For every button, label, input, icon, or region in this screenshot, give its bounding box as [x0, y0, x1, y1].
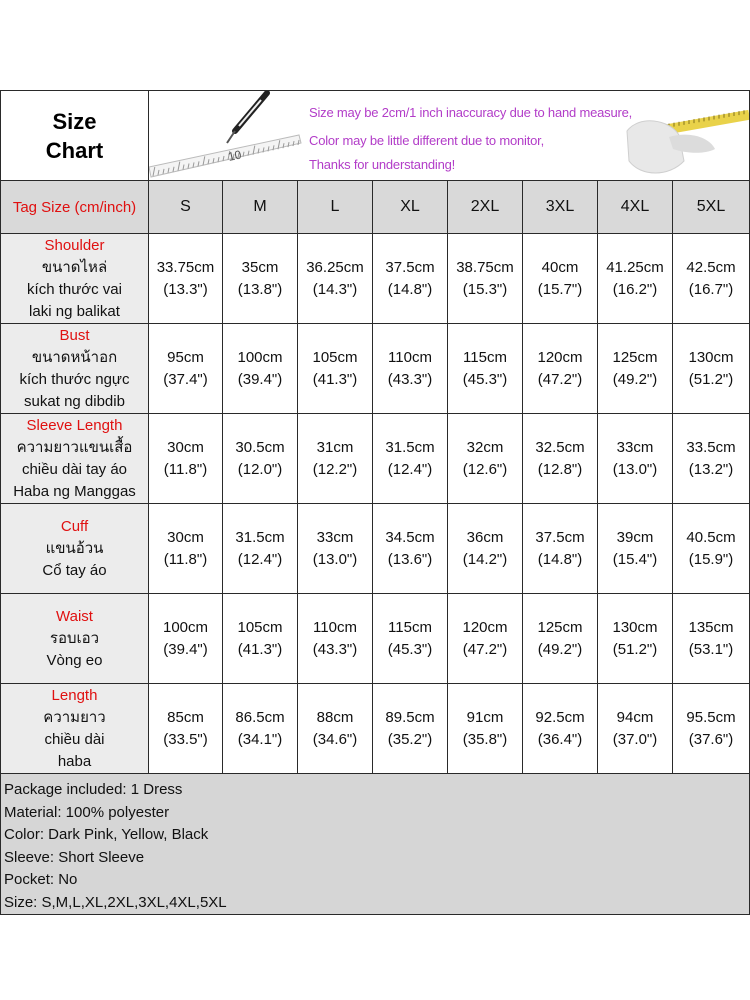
value-inch: (12.6") — [462, 460, 508, 478]
measure-cell — [598, 684, 673, 774]
value-cm: 91cm — [466, 708, 504, 726]
value-cm: 42.5cm — [686, 258, 736, 276]
measure-title: Shoulder — [44, 236, 105, 254]
measure-title: Length — [51, 686, 98, 704]
measure-cell — [223, 684, 298, 774]
value-cm: 31cm — [316, 438, 354, 456]
product-info-line: Sleeve: Short Sleeve — [4, 848, 145, 866]
measure-translation: ขนาดไหล่ — [41, 258, 108, 276]
value-cm: 92.5cm — [535, 708, 585, 726]
measure-cell — [223, 504, 298, 594]
value-inch: (43.3") — [312, 640, 358, 658]
value-inch: (51.2") — [688, 370, 734, 388]
value-cm: 40.5cm — [686, 528, 736, 546]
size-header-s: S — [149, 181, 223, 234]
value-cm: 32cm — [466, 438, 504, 456]
measure-cell — [373, 594, 448, 684]
measure-label-cuff — [1, 504, 149, 594]
value-inch: (39.4") — [163, 640, 208, 658]
value-inch: (37.4") — [163, 370, 208, 388]
measure-cell — [298, 684, 373, 774]
measure-cell — [598, 414, 673, 504]
value-inch: (12.2") — [312, 460, 358, 478]
value-cm: 120cm — [537, 348, 583, 366]
value-cm: 130cm — [612, 618, 658, 636]
measure-cell — [448, 594, 523, 684]
measure-translation: chiều dài — [44, 730, 105, 748]
measure-cell — [373, 414, 448, 504]
measure-cell — [598, 504, 673, 594]
value-cm: 37.5cm — [535, 528, 585, 546]
value-inch: (12.4") — [387, 460, 433, 478]
measure-cell — [149, 324, 223, 414]
value-inch: (13.2") — [688, 460, 734, 478]
measure-cell — [223, 324, 298, 414]
value-cm: 37.5cm — [385, 258, 435, 276]
measure-cell — [448, 234, 523, 324]
measure-translation: laki ng balikat — [29, 302, 120, 320]
value-cm: 32.5cm — [535, 438, 585, 456]
value-inch: (13.3") — [163, 280, 208, 298]
value-inch: (35.2") — [387, 730, 433, 748]
value-inch: (35.8") — [462, 730, 508, 748]
value-inch: (51.2") — [612, 640, 658, 658]
measure-cell — [598, 234, 673, 324]
measure-cell — [373, 324, 448, 414]
size-chart-table — [0, 90, 750, 915]
measure-cell — [223, 234, 298, 324]
measure-cell — [523, 504, 598, 594]
measure-cell — [373, 684, 448, 774]
ruler-icon — [149, 135, 301, 177]
value-cm: 30.5cm — [235, 438, 285, 456]
measure-label-sleeve-length — [1, 414, 149, 504]
value-inch: (15.4") — [612, 550, 658, 568]
value-cm: 100cm — [237, 348, 283, 366]
measure-title: Sleeve Length — [26, 416, 123, 434]
measure-cell — [223, 594, 298, 684]
value-inch: (47.2") — [462, 640, 508, 658]
size-header-l: L — [298, 181, 373, 234]
value-cm: 40cm — [541, 258, 579, 276]
measure-row-waist — [1, 594, 750, 684]
value-cm: 95.5cm — [686, 708, 736, 726]
pen-icon — [227, 93, 267, 143]
title-line-1: Size — [52, 108, 97, 134]
ruler-number: 10 — [226, 147, 243, 164]
size-header-4xl: 4XL — [598, 181, 673, 234]
value-inch: (49.2") — [537, 640, 583, 658]
value-cm: 36cm — [466, 528, 504, 546]
measure-translation: haba — [57, 752, 92, 770]
measure-translation: sukat ng dibdib — [24, 392, 125, 410]
measure-translation: ความยาว — [43, 708, 106, 726]
value-inch: (15.9") — [688, 550, 734, 568]
measure-cell — [673, 414, 750, 504]
value-inch: (41.3") — [312, 370, 358, 388]
product-info-line: Pocket: No — [4, 871, 78, 888]
value-cm: 125cm — [537, 618, 583, 636]
measure-cell — [448, 504, 523, 594]
measure-row-cuff — [1, 504, 750, 594]
value-inch: (12.0") — [237, 460, 283, 478]
value-inch: (11.8") — [163, 460, 208, 478]
value-inch: (34.6") — [312, 730, 358, 748]
value-inch: (13.0") — [612, 460, 658, 478]
measure-row-bust — [1, 324, 750, 414]
value-inch: (37.6") — [688, 730, 734, 748]
value-cm: 39cm — [616, 528, 654, 546]
measure-cell — [298, 234, 373, 324]
value-cm: 36.25cm — [306, 258, 364, 276]
measure-label-waist — [1, 594, 149, 684]
value-inch: (36.4") — [537, 730, 583, 748]
measure-cell — [448, 324, 523, 414]
value-cm: 125cm — [612, 348, 658, 366]
value-inch: (13.0") — [312, 550, 358, 568]
measure-translation: แขนอ้วน — [45, 539, 104, 557]
value-inch: (16.7") — [688, 280, 734, 298]
measure-translation: Haba ng Manggas — [13, 482, 136, 500]
measure-cell — [448, 684, 523, 774]
value-cm: 30cm — [167, 528, 204, 546]
value-inch: (39.4") — [237, 370, 283, 388]
measure-translation: Cổ tay áo — [42, 561, 107, 579]
measure-cell — [373, 504, 448, 594]
measure-cell — [298, 594, 373, 684]
value-inch: (12.4") — [237, 550, 283, 568]
title-row — [1, 91, 750, 181]
value-inch: (14.8") — [537, 550, 583, 568]
measure-cell — [298, 414, 373, 504]
measure-cell — [598, 324, 673, 414]
measure-cell — [673, 684, 750, 774]
measure-label-length — [1, 684, 149, 774]
value-inch: (14.8") — [387, 280, 433, 298]
measure-row-length — [1, 684, 750, 774]
value-cm: 85cm — [167, 708, 204, 726]
size-header-2xl: 2XL — [448, 181, 523, 234]
value-cm: 95cm — [167, 348, 204, 366]
value-inch: (15.3") — [462, 280, 508, 298]
measure-cell — [149, 234, 223, 324]
measure-cell — [298, 504, 373, 594]
measure-cell — [523, 684, 598, 774]
measure-cell — [598, 594, 673, 684]
value-inch: (15.7") — [537, 280, 583, 298]
measure-cell — [149, 684, 223, 774]
value-cm: 34.5cm — [385, 528, 435, 546]
value-cm: 110cm — [388, 348, 432, 366]
value-cm: 31.5cm — [235, 528, 285, 546]
value-inch: (45.3") — [462, 370, 508, 388]
value-cm: 33cm — [616, 438, 654, 456]
value-inch: (13.8") — [237, 280, 283, 298]
value-cm: 94cm — [616, 708, 654, 726]
value-inch: (14.3") — [312, 280, 358, 298]
disclaimer-line-1: Size may be 2cm/1 inch inaccuracy due to hand measure, — [309, 105, 633, 120]
title-line-2: Chart — [45, 137, 104, 163]
size-header-row — [1, 181, 750, 234]
product-info-line: Material: 100% polyester — [4, 803, 170, 821]
value-cm: 33.5cm — [686, 438, 736, 456]
size-header-3xl: 3XL — [523, 181, 598, 234]
value-cm: 30cm — [167, 438, 204, 456]
value-inch: (47.2") — [537, 370, 583, 388]
value-inch: (16.2") — [612, 280, 658, 298]
value-cm: 38.75cm — [456, 258, 514, 276]
measure-cell — [448, 414, 523, 504]
measure-cell — [298, 324, 373, 414]
value-inch: (34.1") — [237, 730, 283, 748]
value-cm: 130cm — [688, 348, 734, 366]
value-cm: 135cm — [688, 618, 734, 636]
size-header-m: M — [223, 181, 298, 234]
measure-row-shoulder — [1, 234, 750, 324]
measure-cell — [673, 594, 750, 684]
measure-cell — [149, 414, 223, 504]
value-cm: 33cm — [316, 528, 354, 546]
measure-label-shoulder — [1, 234, 149, 324]
value-inch: (11.8") — [163, 550, 208, 568]
measure-cell — [523, 414, 598, 504]
value-cm: 120cm — [462, 618, 508, 636]
value-inch: (41.3") — [237, 640, 283, 658]
measure-cell — [523, 594, 598, 684]
measure-translation: ขนาดหน้าอก — [31, 348, 118, 366]
size-header-xl: XL — [373, 181, 448, 234]
measure-cell — [673, 324, 750, 414]
size-chart-title — [1, 107, 148, 165]
value-inch: (49.2") — [612, 370, 658, 388]
measure-translation: kích thước vai — [27, 280, 122, 298]
product-info-line: Size: S,M,L,XL,2XL,3XL,4XL,5XL — [4, 893, 227, 911]
disclaimer-banner — [149, 91, 750, 181]
value-cm: 110cm — [313, 618, 357, 636]
value-inch: (37.0") — [612, 730, 658, 748]
measure-title: Bust — [59, 326, 90, 344]
value-cm: 33.75cm — [156, 258, 215, 276]
measure-translation: รอบเอว — [49, 629, 100, 647]
size-header-5xl: 5XL — [673, 181, 750, 234]
measure-cell — [523, 324, 598, 414]
value-cm: 115cm — [463, 348, 507, 366]
measure-translation: kích thước ngực — [19, 370, 130, 388]
value-cm: 105cm — [237, 618, 283, 636]
value-cm: 41.25cm — [606, 258, 664, 276]
measure-cell — [673, 234, 750, 324]
value-cm: 89.5cm — [385, 708, 435, 726]
value-inch: (43.3") — [387, 370, 433, 388]
measure-translation: chiều dài tay áo — [21, 460, 128, 478]
measure-cell — [223, 414, 298, 504]
measure-cell — [149, 504, 223, 594]
product-info — [1, 774, 750, 915]
value-inch: (13.6") — [387, 550, 433, 568]
value-cm: 105cm — [312, 348, 358, 366]
value-inch: (45.3") — [387, 640, 433, 658]
measure-cell — [149, 594, 223, 684]
size-chart-title-cell — [1, 91, 149, 181]
value-cm: 115cm — [388, 618, 432, 636]
disclaimer-line-3: Thanks for understanding! — [309, 157, 456, 172]
measure-title: Waist — [56, 607, 93, 625]
measure-translation: Vòng eo — [46, 651, 103, 669]
value-cm: 88cm — [316, 708, 354, 726]
footer-row — [1, 774, 750, 915]
measure-row-sleeve-length — [1, 414, 750, 504]
value-inch: (14.2") — [462, 550, 508, 568]
measure-label-bust — [1, 324, 149, 414]
measure-cell — [673, 504, 750, 594]
tag-size-label: Tag Size (cm/inch) — [1, 181, 149, 234]
disclaimer-line-2: Color may be little different due to monitor, — [309, 133, 544, 148]
measure-cell — [523, 234, 598, 324]
product-info-line: Color: Dark Pink, Yellow, Black — [4, 826, 209, 843]
value-inch: (12.8") — [537, 460, 583, 478]
hand-tape-measure-icon — [627, 110, 750, 173]
measure-title: Cuff — [60, 517, 89, 535]
value-inch: (53.1") — [688, 640, 734, 658]
product-info-line: Package included: 1 Dress — [4, 781, 183, 798]
value-cm: 31.5cm — [385, 438, 435, 456]
value-cm: 100cm — [162, 618, 209, 636]
measure-cell — [373, 234, 448, 324]
value-inch: (33.5") — [163, 730, 208, 748]
value-cm: 35cm — [241, 258, 279, 276]
measure-translation: ความยาวแขนเสื้อ — [16, 438, 133, 456]
value-cm: 86.5cm — [235, 708, 285, 726]
